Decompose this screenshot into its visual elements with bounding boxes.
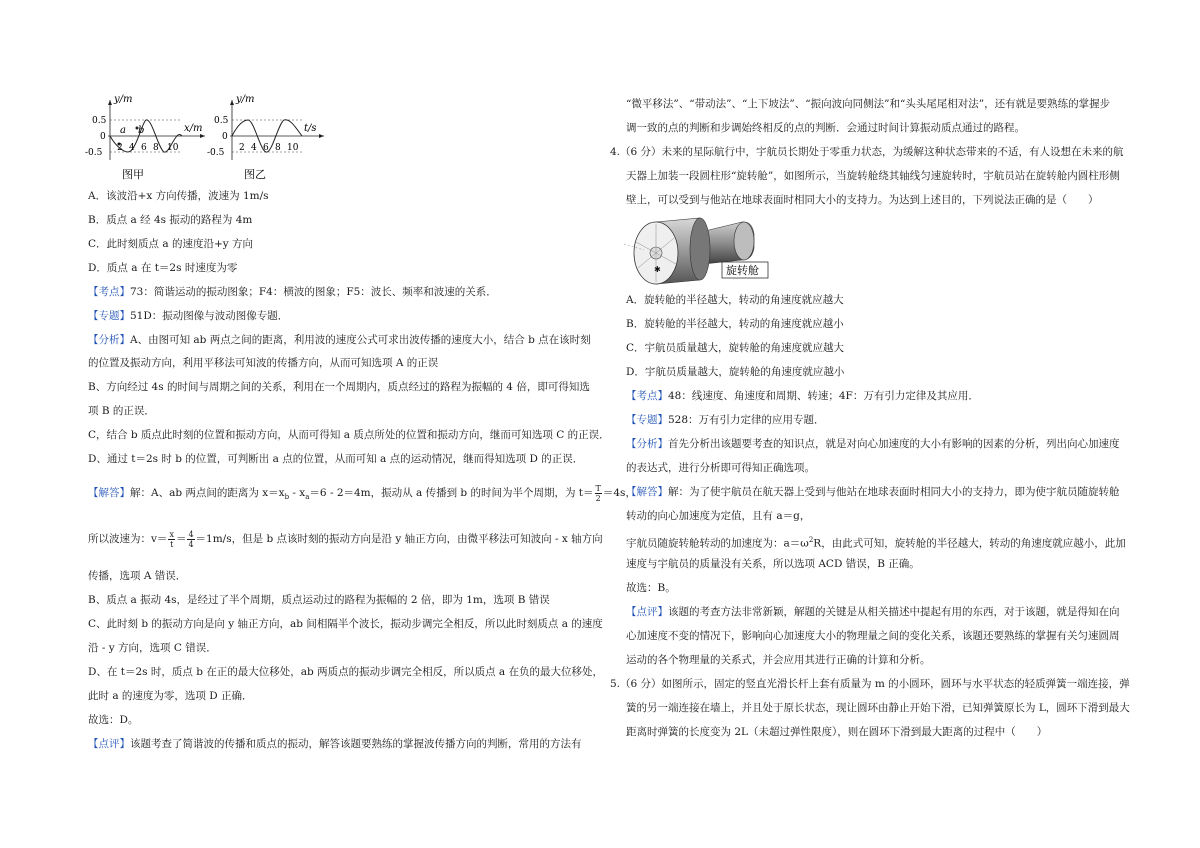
rotating-module-figure — [624, 214, 784, 286]
jieda-line-5: C、此时刻 b 的振动方向是向 y 轴正方向，ab 间相隔半个波长，振动步调完全相反，所以此时刻质点 a 的速度 — [88, 618, 603, 630]
yi-xtick-8: 8 — [275, 143, 281, 153]
q5-line-1: 5.（6 分）如图所示，固定的竖直光滑长杆上套有质量为 m 的小圆环，圆环与水平状态的轻质弹簧一端连接，弹 — [610, 678, 1130, 690]
fenxi-text-1: A、由图可知 ab 两点之间的距离，利用波的速度公式可求出波传播的速度大小，结合 b 点在该时刻 — [130, 334, 591, 346]
r-dianping-line-3: 运动的各个物理量的关系式，并会应用其进行正确的计算和分析。 — [626, 654, 931, 666]
q4-line-3: 壁上，可以受到与他站在地球表面时相同大小的支持力。为达到上述目的，下列说法正确的是（ ） — [626, 194, 1099, 206]
yi-ytick-0: 0 — [222, 132, 228, 142]
r-zhuanti-line — [610, 409, 1130, 432]
jieda-text-1b: - x — [289, 487, 306, 499]
jieda-line-1 — [88, 482, 636, 509]
zhuanti-tag: 【专题】 — [88, 310, 130, 322]
astronaut-figure: ✱ — [654, 265, 661, 274]
r-fenxi-line-1 — [610, 433, 1130, 456]
jia-xtick-8: 8 — [153, 143, 159, 153]
jia-xtick-4: 4 — [129, 143, 135, 153]
r-dianping-tag: 【点评】 — [626, 606, 668, 618]
frac-num: x — [169, 529, 174, 539]
fenxi-line-6: D、通过 t＝2s 时 b 的位置，可判断出 a 点的位置，从而可知 a 点的运动情况，继而得知选项 D 的正误． — [88, 453, 584, 465]
frac-den: 4 — [188, 539, 194, 549]
q4-option-a: A．旋转舱的半径越大，转动的角速度就应越大 — [626, 294, 844, 306]
r-zhuanti-tag: 【专题】 — [626, 414, 668, 426]
r-jieda-line-4: 速度与宇航员的质量没有关系，所以选项 ACD 错误，B 正确。 — [626, 558, 920, 570]
r-kaodian-line — [610, 385, 1130, 408]
r-dianping-text-1: 该题的考查方法非常新颖，解题的关键是从相关描述中提起有用的东西，对于该题，就是得知在向 — [668, 606, 1120, 618]
cont-line-1: “微平移法”、“带动法”、“上下坡法”、“振向波向同侧法”和“头头尾尾相对法”，还有就是要熟练的掌握步 — [626, 98, 1111, 110]
yi-ylabel: y/m — [236, 94, 255, 105]
yi-xtick-4: 4 — [251, 143, 257, 153]
kaodian-line — [88, 281, 608, 304]
jieda-line-3: 传播，选项 A 错误． — [88, 570, 187, 582]
jia-point-b: b — [138, 125, 145, 136]
option-d: D．质点 a 在 t＝2s 时速度为零 — [88, 262, 238, 274]
jieda-text-1d: ＝4s， — [602, 487, 636, 499]
jia-point-a: a — [120, 125, 126, 136]
fenxi-line-5: C，结合 b 质点此时刻的位置和振动方向，从而可得知 a 质点所处的位置和振动方向，继而可知选项 C 的正误． — [88, 429, 610, 441]
sub-a: a — [305, 493, 310, 502]
yi-xtick-6: 6 — [263, 143, 269, 153]
r-zhuanti-text: 528：万有引力定律的应用专题． — [668, 414, 825, 426]
yi-ytick-m05: -0.5 — [207, 148, 225, 158]
r-dianping-line-2: 心加速度不变的情况下，影响向心加速度大小的物理量之间的变化关系，该题还要熟练的掌握有关匀速圆周 — [626, 630, 1120, 642]
frac-den: t — [170, 539, 174, 549]
jia-xtick-10: 10 — [167, 143, 179, 153]
fraction-t2 — [595, 484, 602, 503]
kaodian-text: 73：简谐运动的振动图象；F4：横波的图象；F5：波长、频率和波速的关系． — [130, 286, 497, 298]
kaodian-tag: 【考点】 — [88, 286, 130, 298]
yi-caption: 图乙 — [244, 168, 266, 181]
wave-figures — [80, 88, 340, 188]
r-fenxi-tag: 【分析】 — [626, 438, 668, 450]
q5-line-2: 簧的另一端连接在墙上，并且处于原长状态，现让圆环由静止开始下滑，已知弹簧原长为 L，圆环下滑到最大 — [626, 702, 1130, 714]
jieda-text-2b: ＝ — [175, 533, 187, 545]
jieda-line-9: 故选：D。 — [88, 714, 139, 726]
r-jieda-line-5: 故选：B。 — [626, 582, 676, 594]
jieda-line-7: D、在 t＝2s 时，质点 b 在正的最大位移处，ab 两质点的振动步调完全相反，所以质点 a 在负的最大位移处， — [88, 666, 604, 678]
jieda-text-1a: 解：A、ab 两点间的距离为 x＝x — [130, 487, 285, 499]
frac-num: T — [595, 483, 601, 493]
yi-xtick-10: 10 — [287, 143, 299, 153]
jieda-tag: 【解答】 — [88, 487, 130, 499]
rotating-module-label: 旋转舱 — [726, 264, 759, 277]
dianping-text: 该题考查了简谐波的传播和质点的振动，解答该题要熟练的掌握波传播方向的判断，常用的方法有 — [130, 738, 582, 750]
fenxi-line-2: 的位置及振动方向，利用平移法可知波的传播方向，从而可知选项 A 的正误 — [88, 357, 439, 369]
jia-xlabel: x/m — [184, 123, 203, 134]
jieda-text-2a: 所以波速为：v＝ — [88, 533, 168, 545]
option-c: C．此时刻质点 a 的速度沿+y 方向 — [88, 238, 254, 250]
fenxi-line-4: 项 B 的正误． — [88, 405, 155, 417]
jia-ytick-05: 0.5 — [92, 116, 107, 126]
q4-option-c: C．宇航员质量越大，旋转舱的角速度就应越大 — [626, 342, 845, 354]
sub-b: b — [284, 493, 290, 502]
option-a: A．该波沿+x 方向传播，波速为 1m/s — [88, 190, 269, 202]
dianping-tag: 【点评】 — [88, 738, 130, 750]
r-jieda-text-1: 解：为了使宇航员在航天器上受到与他站在地球表面时相同大小的支持力，即为使宇航员随旋转舱 — [668, 486, 1120, 498]
r-jieda-accel-pre: 宇航员随旋转舱转动的加速度为：a＝ω — [626, 537, 809, 550]
q4-line-2: 天器上加装一段圆柱形“旋转舱”，如图所示，当旋转舱绕其轴线匀速旋转时，宇航员站在旋转舱内圆柱形侧 — [626, 170, 1120, 182]
zhuanti-line — [88, 305, 608, 328]
jia-ytick-0: 0 — [100, 132, 106, 142]
dianping-line — [88, 733, 608, 756]
r-fenxi-text-1: 首先分析出该题要考查的知识点，就是对向心加速度的大小有影响的因素的分析，列出向心加速度 — [668, 438, 1120, 450]
r-fenxi-line-2: 的表达式，进行分析即可得知正确选项。 — [626, 462, 815, 474]
jieda-line-8: 此时 a 的速度为零，选项 D 正确． — [88, 690, 253, 702]
q5-line-3: 距离时弹簧的长度变为 2L（未超过弹性限度），则在圆环下滑到最大距离的过程中（ ） — [626, 726, 1048, 738]
jia-caption: 图甲 — [122, 168, 144, 181]
r-jieda-line-2: 转动的向心加速度为定值，且有 a＝g， — [626, 510, 811, 522]
figure-yi — [207, 94, 324, 181]
jieda-line-2 — [88, 528, 608, 551]
jia-xtick-6: 6 — [141, 143, 147, 153]
jieda-text-2c: ＝1m/s，但是 b 点该时刻的振动方向是沿 y 轴正方向，由微平移法可知波向 - x 轴方向 — [195, 533, 603, 545]
q4-option-d: D．宇航员质量越大，旋转舱的角速度就应越小 — [626, 366, 845, 378]
cont-line-2: 调一致的点的判断和步调始终相反的点的判断．会通过时间计算振动质点通过的路程。 — [626, 122, 1025, 134]
yi-ytick-05: 0.5 — [214, 116, 229, 126]
yi-xlabel: t/s — [304, 123, 317, 134]
fraction-44 — [187, 530, 194, 549]
jieda-text-1c: ＝6 - 2＝4m，振动从 a 传播到 b 的时间为半个周期，为 t＝ — [309, 487, 594, 499]
fenxi-line-1 — [88, 329, 608, 352]
jieda-line-6: 沿 - y 方向，选项 C 错误． — [88, 642, 217, 654]
q4-line-1: 4.（6 分）未来的星际航行中，宇航员长期处于零重力状态，为缓解这种状态带来的不适，有人设想在未来的航 — [610, 146, 1124, 158]
r-jieda-line-3 — [610, 529, 1130, 556]
q4-option-b: B．旋转舱的半径越大，转动的角速度就应越小 — [626, 318, 844, 330]
jia-ytick-m05: -0.5 — [85, 148, 103, 158]
frac-num: 4 — [188, 529, 194, 539]
yi-xtick-2: 2 — [239, 143, 245, 153]
r-kaodian-text: 48：线速度、角速度和周期、转速；4F：万有引力定律及其应用． — [668, 390, 979, 402]
r-jieda-line-1 — [610, 481, 1130, 504]
r-kaodian-tag: 【考点】 — [626, 390, 668, 402]
jia-ylabel: y/m — [114, 94, 133, 105]
fenxi-tag: 【分析】 — [88, 334, 130, 346]
jieda-line-4: B、质点 a 振动 4s，是经过了半个周期，质点运动过的路程为振幅的 2 倍，即为 1m，选项 B 错误 — [88, 594, 550, 606]
r-jieda-accel-rest: R，由此式可知，旋转舱的半径越大，转动的角速度就应越小，此加 — [813, 537, 1126, 550]
option-b: B．质点 a 经 4s 振动的路程为 4m — [88, 214, 253, 226]
jia-xtick-2: 2 — [117, 143, 123, 153]
fraction-xt — [168, 530, 175, 549]
r-jieda-accel-sup: 2 — [808, 536, 814, 544]
zhuanti-text: 51D：振动图像与波动图像专题． — [130, 310, 289, 322]
fenxi-line-3: B、方向经过 4s 的时间与周期之间的关系，利用在一个周期内，质点经过的路程为振幅的 4 倍，即可得知选 — [88, 381, 590, 393]
r-jieda-tag: 【解答】 — [626, 486, 668, 498]
r-dianping-line-1 — [610, 601, 1130, 624]
figure-jia — [85, 94, 205, 181]
frac-den: 2 — [595, 493, 601, 503]
